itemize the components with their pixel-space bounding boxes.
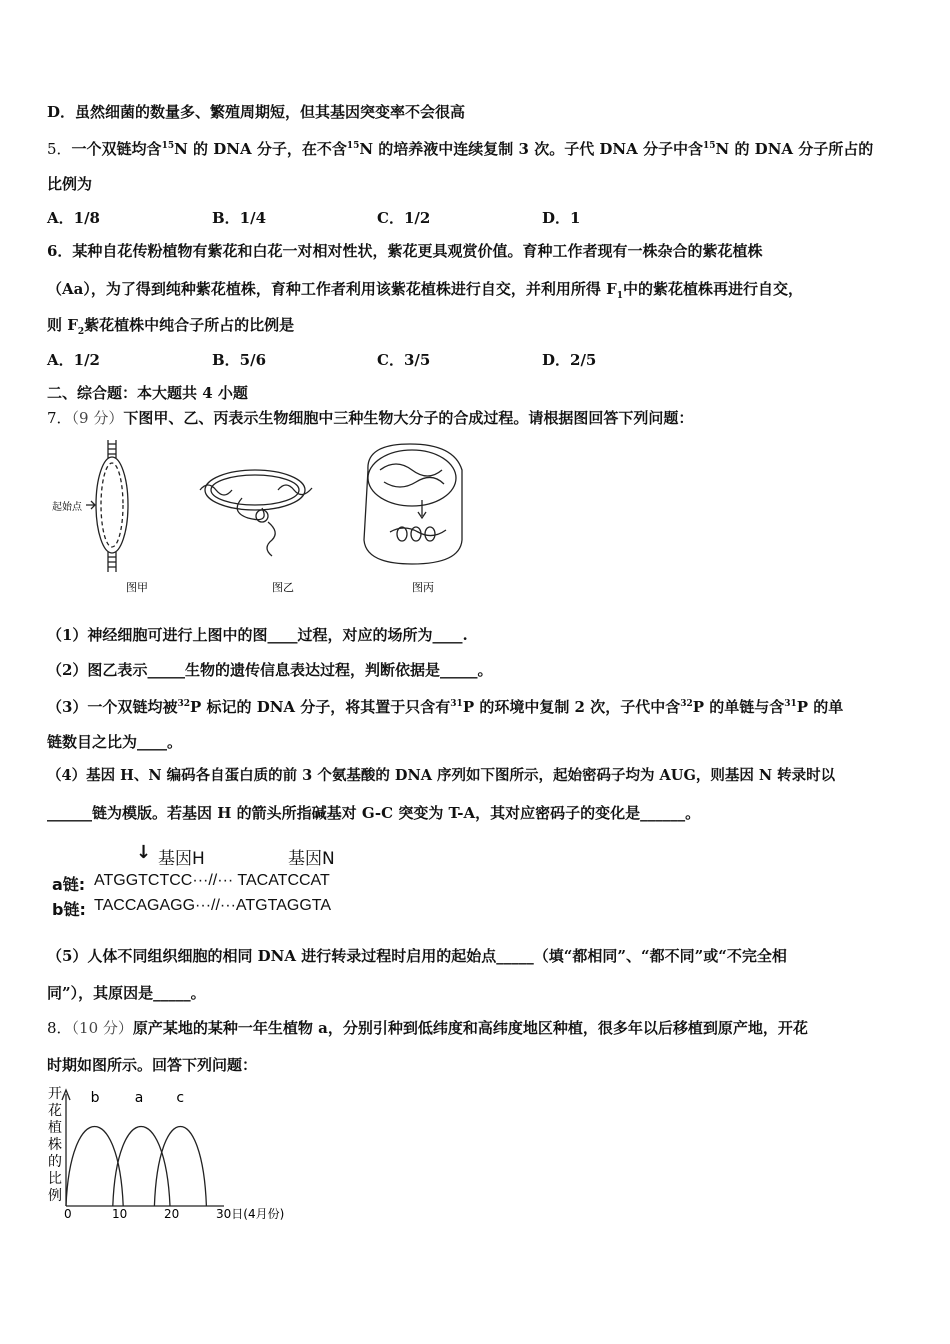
x-tick-label: 0 xyxy=(64,1207,72,1221)
q7-score: （9 分） xyxy=(71,409,124,427)
q6-stem-line2: （Aa），为了得到纯种紫花植株，育种工作者利用该紫花植株进行自交，并利用所得 $F_1$中的紫花植株再进行自交， xyxy=(47,280,804,301)
figure-yi xyxy=(200,470,312,556)
q5-stem-line2: 比例为 xyxy=(47,175,93,193)
q7-sub2: （2）图乙表示_____生物的遗传信息表达过程，判断依据是_____。 xyxy=(47,661,493,679)
q7-number: 7． xyxy=(47,409,72,427)
a-strand-sequence: ATGGTCTCC···//··· TACATCCAT xyxy=(94,872,330,889)
gene-n-label: 基因N xyxy=(288,849,335,869)
series-label-c: c xyxy=(176,1090,185,1106)
figure-jia xyxy=(86,440,128,572)
q6-option-b: B．5/6 xyxy=(212,351,267,369)
q7-sub3-line2: 链数目之比为____。 xyxy=(47,733,183,751)
arrow-down-icon: ↓ xyxy=(136,842,152,863)
q5-option-c: C．1/2 xyxy=(377,209,431,227)
series-curve-b xyxy=(66,1127,123,1207)
y-label-char: 的 xyxy=(48,1154,62,1170)
origin-label: 起始点 xyxy=(52,502,82,513)
section-heading: 二、综合题：本大题共 4 小题 xyxy=(47,384,248,402)
y-axis-label xyxy=(48,1086,62,1204)
q7-figures xyxy=(50,440,470,600)
gene-h-label: 基因H xyxy=(158,849,205,869)
x-tick-label: 20 xyxy=(164,1207,180,1221)
y-label-char: 例 xyxy=(48,1188,62,1204)
figure-bing xyxy=(364,444,462,564)
series-curve-a xyxy=(113,1127,170,1207)
series-curve-c xyxy=(154,1127,206,1207)
q7-sub3-line1: （3）一个双链均被$^{32}$P 标记的 DNA 分子，将其置于只含有$^{31}$P 的环境中复制 2 次，子代中含$^{32}$P 的单链与含$^{31}$P 的单 xyxy=(47,698,844,716)
flowering-chart xyxy=(46,1086,286,1222)
q6-stem-line3: 则 $F_2$紫花植株中纯合子所占的比例是 xyxy=(47,316,295,337)
y-label-char: 株 xyxy=(48,1137,62,1153)
q5-option-b: B．1/4 xyxy=(212,209,267,227)
figure-yi-label: 图乙 xyxy=(272,581,294,594)
q5-option-a: A．1/8 xyxy=(47,209,100,227)
q6-option-c: C．3/5 xyxy=(377,351,431,369)
a-strand-label: a链: xyxy=(52,875,86,894)
q7-sub4-line2: ______链为模版。若基因 H 的箭头所指碱基对 G-C 突变为 T-A，其对应密码子的变化是______。 xyxy=(47,804,701,822)
y-label-char: 植 xyxy=(48,1120,62,1136)
q5-text: 一个双链均含$^{15}$N 的 DNA 分子，在不含$^{15}$N 的培养液中连续复制 3 次。子代 DNA 分子中含$^{15}$N 的 DNA 分子所占的 xyxy=(71,140,874,158)
q7-sub5-line2: 同”），其原因是_____。 xyxy=(47,984,206,1002)
q7-text: 下图甲、乙、丙表示生物细胞中三种生物大分子的合成过程。请根据图回答下列问题： xyxy=(123,409,694,427)
q4-option-d: D．虽然细菌的数量多、繁殖周期短，但其基因突变率不会很高 xyxy=(47,103,466,121)
q5-number: 5． xyxy=(47,140,72,158)
q6-option-a: A．1/2 xyxy=(47,351,100,369)
dna-sequence-figure xyxy=(52,842,392,922)
b-strand-sequence: TACCAGAGG···//···ATGTAGGTA xyxy=(94,897,332,914)
y-label-char: 花 xyxy=(48,1103,62,1119)
series-label-b: b xyxy=(90,1090,100,1106)
q5-option-d: D．1 xyxy=(542,209,581,227)
figure-jia-label: 图甲 xyxy=(126,581,148,594)
y-label-char: 开 xyxy=(48,1086,62,1102)
q8-stem xyxy=(47,1018,808,1038)
q8-stem-line2: 时期如图所示。回答下列问题： xyxy=(47,1056,258,1074)
q6-option-d: D．2/5 xyxy=(542,351,597,369)
figure-bing-label: 图丙 xyxy=(412,581,434,594)
x-tick-label: 10 xyxy=(112,1207,128,1221)
q7-sub4-line1: （4）基因 H、N 编码各自蛋白质的前 3 个氨基酸的 DNA 序列如下图所示，起始密码子均为 AUG，则基因 N 转录时以 xyxy=(47,767,836,784)
q7-sub1: （1）神经细胞可进行上图中的图____过程，对应的场所为____. xyxy=(47,626,468,644)
q7-stem xyxy=(47,408,693,428)
x-tick-label: 30日(4月份) xyxy=(216,1207,285,1221)
q8-score: （10 分） xyxy=(71,1019,133,1037)
b-strand-label: b链: xyxy=(52,900,86,919)
y-label-char: 比 xyxy=(48,1171,62,1187)
series-label-a: a xyxy=(134,1090,144,1106)
q8-text: 原产某地的某种一年生植物 a，分别引种到低纬度和高纬度地区种植，很多年以后移植到原产地，开花 xyxy=(132,1019,808,1037)
q6-stem-line1: 6．某种自花传粉植物有紫花和白花一对相对性状，紫花更具观赏价值。育种工作者现有一株杂合的紫花植株 xyxy=(47,242,763,260)
q5-stem xyxy=(47,136,873,159)
q8-number: 8． xyxy=(47,1019,72,1037)
q7-sub5-line1: （5）人体不同组织细胞的相同 DNA 进行转录过程时启用的起始点_____（填“都相同”、“都不同”或“不完全相 xyxy=(47,947,787,965)
